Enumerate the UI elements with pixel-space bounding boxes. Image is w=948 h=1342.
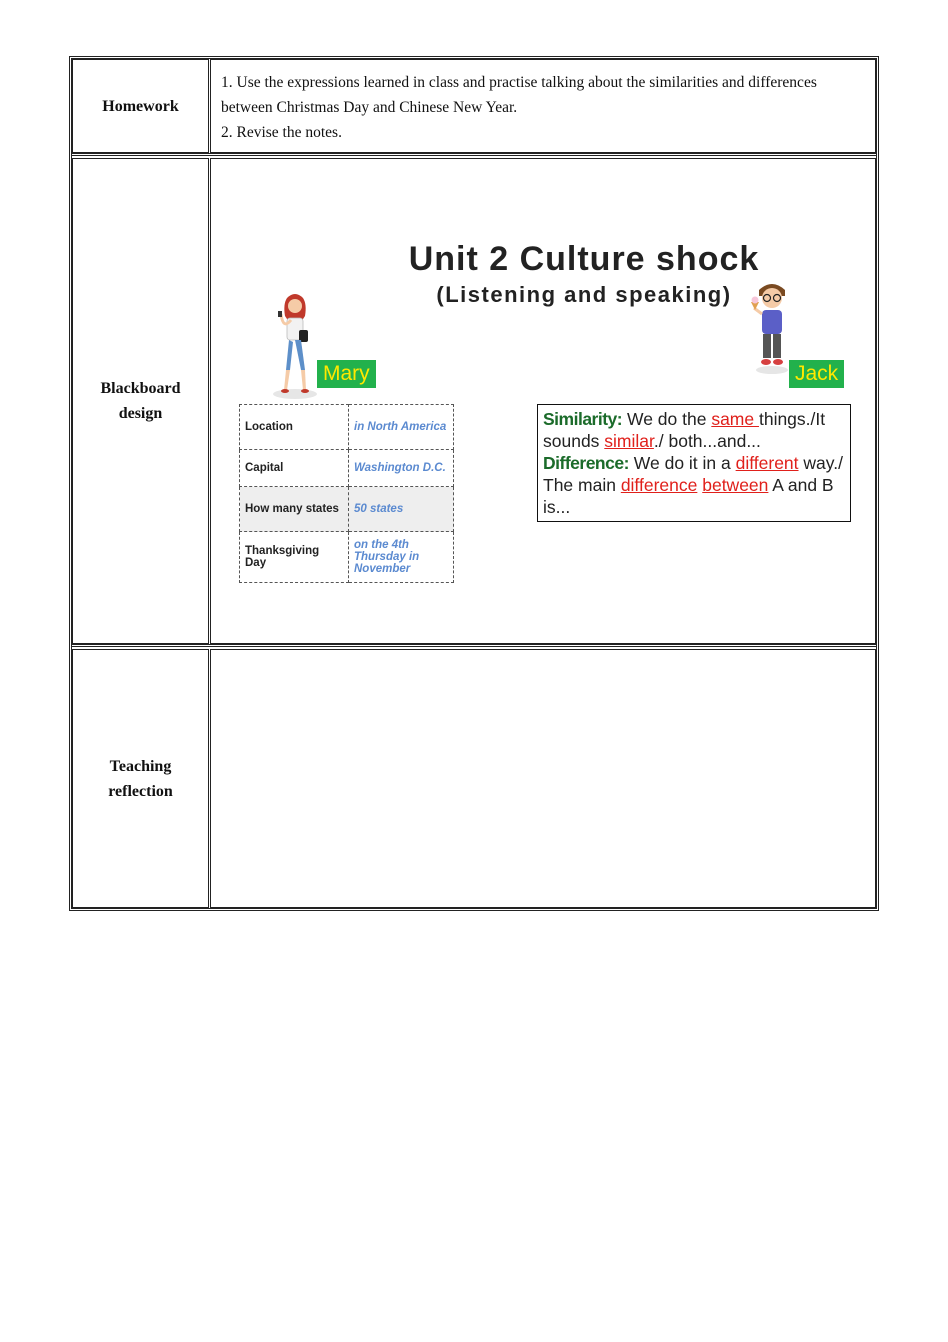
mary-illustration (265, 290, 325, 400)
table-value: in North America (349, 405, 454, 450)
blackboard-row (72, 158, 876, 647)
blackboard-slide (237, 234, 867, 594)
reflection-label: Teaching reflection (72, 649, 209, 908)
table-key: Capital (240, 450, 349, 487)
keyword-difference: difference (620, 475, 698, 495)
similarity-label: Similarity: (543, 409, 623, 429)
expressions-box (537, 404, 851, 522)
blackboard-content (210, 158, 876, 644)
reflection-row (72, 649, 876, 908)
keyword-same: same (711, 409, 759, 429)
table-key: Location (240, 405, 349, 450)
keyword-similar: similar (604, 431, 654, 451)
homework-line-2: 2. Revise the notes. (221, 124, 342, 141)
lesson-plan-table (69, 56, 879, 911)
slide-subtitle: (Listening and speaking) (436, 282, 732, 307)
reflection-content (210, 649, 876, 908)
table-key: Thanksgiving Day (240, 532, 349, 583)
table-value: 50 states (349, 487, 454, 532)
homework-label: Homework (72, 59, 209, 153)
mary-name-tag: Mary (317, 360, 376, 388)
phrase-text: A and B is... (543, 475, 834, 517)
phrase-text: way./ The main (543, 453, 843, 495)
table-value: on the 4th Thursday in November (349, 532, 454, 583)
phrase-text: things./It sounds (543, 409, 826, 451)
homework-content (210, 59, 876, 153)
jack-name-tag: Jack (789, 360, 844, 388)
table-row (240, 487, 454, 532)
slide-title: Unit 2 Culture shock (408, 240, 760, 278)
keyword-different: different (735, 453, 799, 473)
keyword-between: between (702, 475, 769, 495)
difference-label: Difference: (543, 453, 629, 473)
table-row (240, 405, 454, 450)
phrase-text: ./ both...and... (653, 431, 761, 451)
table-value: Washington D.C. (349, 450, 454, 487)
phrase-text: We do the (622, 409, 712, 429)
usa-info-table (239, 404, 454, 583)
table-row (240, 532, 454, 583)
homework-line-1: 1. Use the expressions learned in class and practise talking about the similarities and differences between Christmas Day and Chinese New Year. (221, 74, 817, 116)
table-row (240, 450, 454, 487)
blackboard-label: Blackboard design (72, 158, 209, 644)
phrase-text: We do it in a (628, 453, 736, 473)
table-key: How many states (240, 487, 349, 532)
homework-row (72, 59, 876, 156)
